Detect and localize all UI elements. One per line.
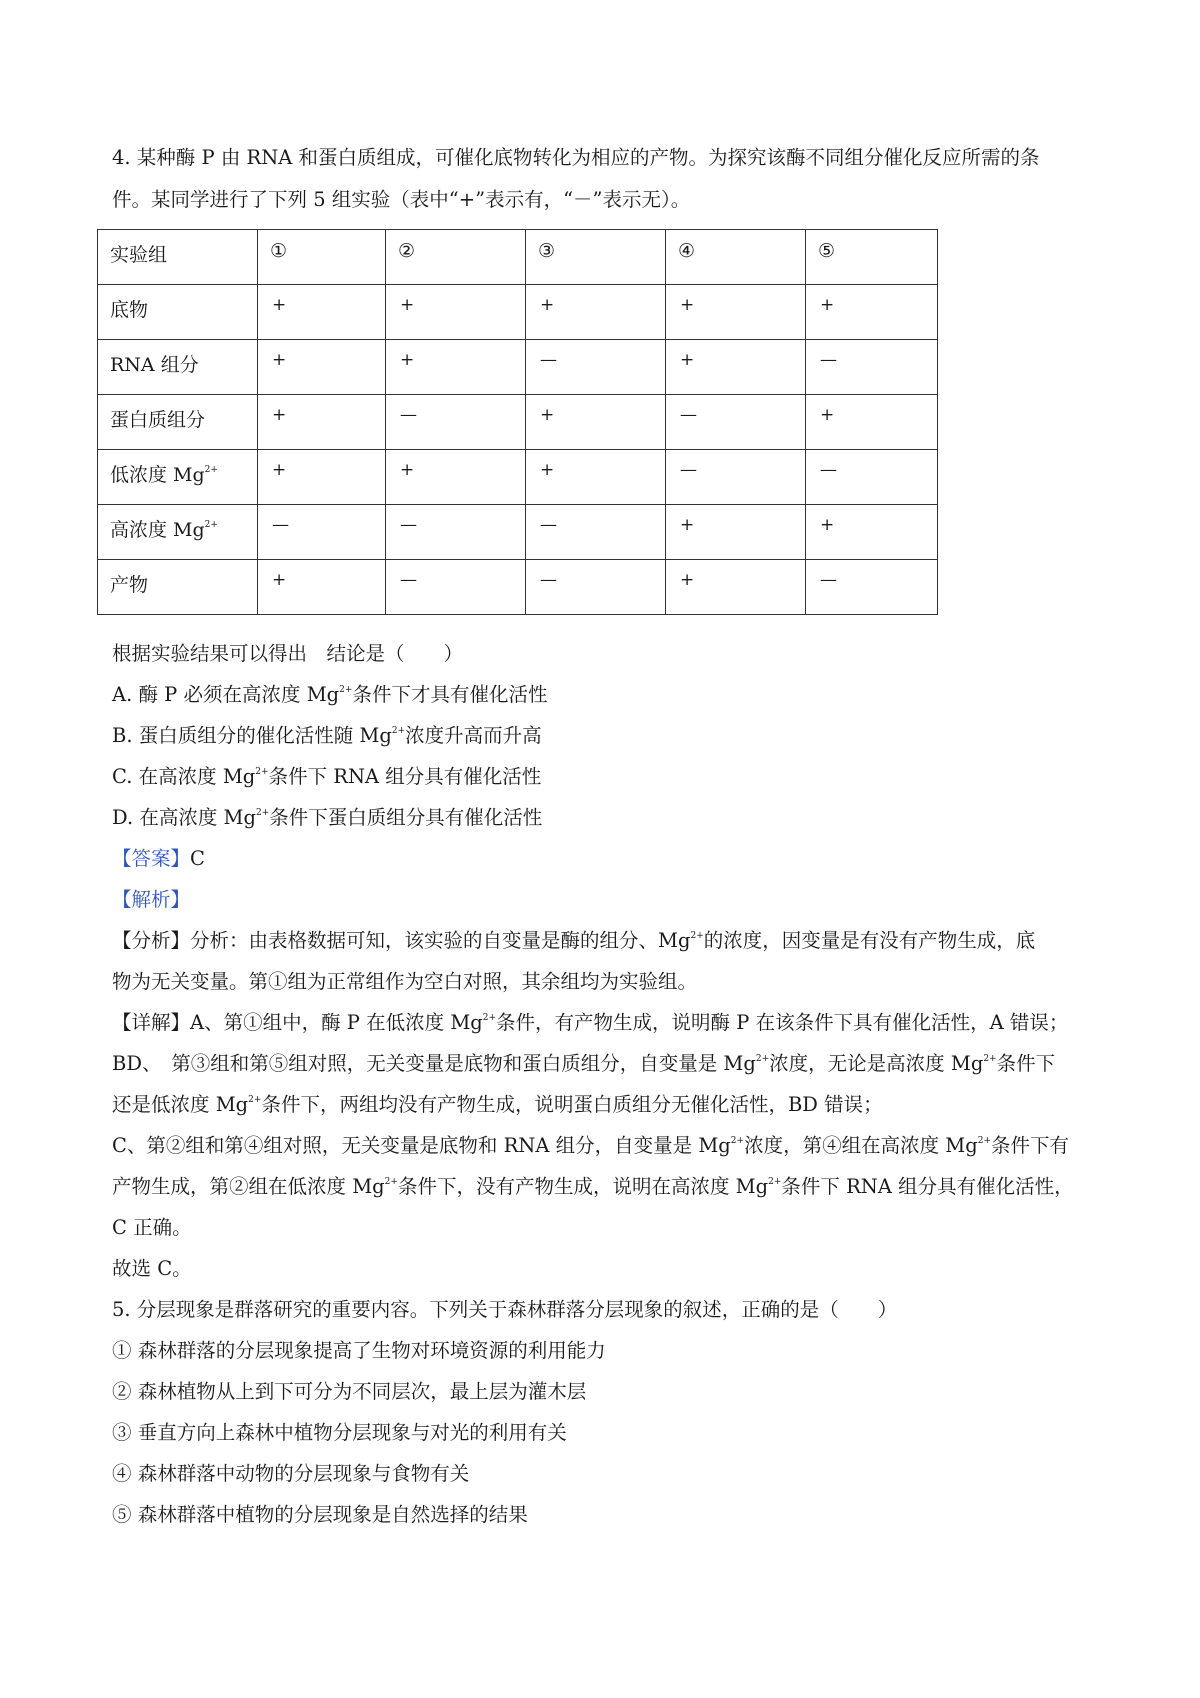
xiangjie-line4: C、第②组和第④组对照，无关变量是底物和 RNA 组分，自变量是 $Mg^{2+}$浓度，第④组在高浓度 $Mg^{2+}$条件下有: [112, 1134, 1070, 1157]
table-cell: +: [386, 450, 526, 505]
fenxi-line1: 【分析】分析：由表格数据可知，该实验的自变量是酶的组分、$Mg^{2+}$的浓度，因变量是有没有产物生成，底: [112, 929, 1036, 952]
row-label: 底物: [98, 285, 258, 340]
table-cell: —: [806, 450, 938, 505]
table-cell: +: [666, 505, 806, 560]
table-cell: —: [526, 560, 666, 615]
table-cell: —: [526, 505, 666, 560]
q4-question: 根据实验结果可以得出 结论是（ ）: [112, 642, 464, 665]
table-header-cell: ③: [526, 230, 666, 285]
row-label: 蛋白质组分: [98, 395, 258, 450]
table-cell: —: [526, 340, 666, 395]
table-cell: —: [806, 340, 938, 395]
option-a: A. 酶 P 必须在高浓度 $Mg^{2+}$条件下才具有催化活性: [112, 683, 548, 706]
table-cell: +: [258, 560, 386, 615]
answer-line: [112, 845, 1120, 873]
xiangjie-line2: BD、 第③组和第⑤组对照，无关变量是底物和蛋白质组分，自变量是 $Mg^{2+}$浓度，无论是高浓度 $Mg^{2+}$条件下: [112, 1052, 1056, 1075]
table-cell: +: [806, 395, 938, 450]
answer-value: C: [190, 847, 205, 870]
table-cell: —: [666, 395, 806, 450]
xiangjie-line1: 【详解】A、第①组中，酶 P 在低浓度 $Mg^{2+}$条件，有产物生成，说明酶 P 在该条件下具有催化活性，A 错误；: [112, 1011, 1069, 1034]
table-row: [98, 340, 938, 395]
q4-stem-line1: 4. 某种酶 P 由 RNA 和蛋白质组成，可催化底物转化为相应的产物。为探究该酶不同组分催化反应所需的条: [112, 146, 1040, 169]
q5-item: ② 森林植物从上到下可分为不同层次，最上层为灌木层: [112, 1380, 587, 1403]
table-cell: +: [666, 340, 806, 395]
table-header-row: [98, 230, 938, 285]
option-b: B. 蛋白质组分的催化活性随 $Mg^{2+}$浓度升高而升高: [112, 724, 542, 747]
option-c: C. 在高浓度 $Mg^{2+}$条件下 RNA 组分具有催化活性: [112, 765, 542, 788]
table-header-cell: ⑤: [806, 230, 938, 285]
table-row: [98, 560, 938, 615]
table-row: [98, 505, 938, 560]
table-cell: +: [666, 560, 806, 615]
table-cell: +: [258, 395, 386, 450]
q4-stem-line2: 件。某同学进行了下列 5 组实验（表中“+”表示有，“－”表示无）。: [112, 188, 691, 211]
table-cell: —: [386, 505, 526, 560]
option-d: D. 在高浓度 $Mg^{2+}$条件下蛋白质组分具有催化活性: [112, 806, 543, 829]
table-cell: +: [526, 285, 666, 340]
table-cell: +: [258, 285, 386, 340]
table-cell: +: [806, 285, 938, 340]
table-row: [98, 450, 938, 505]
table-header-cell: ④: [666, 230, 806, 285]
q5-stem: 5. 分层现象是群落研究的重要内容。下列关于森林群落分层现象的叙述，正确的是（ ）: [112, 1298, 898, 1321]
table-header-cell: ②: [386, 230, 526, 285]
guxuan-line: 故选 C。: [112, 1257, 192, 1280]
table-header-cell: 实验组: [98, 230, 258, 285]
row-label: RNA 组分: [98, 340, 258, 395]
table-cell: —: [386, 395, 526, 450]
xiangjie-line6: C 正确。: [112, 1216, 192, 1239]
row-label: 产物: [98, 560, 258, 615]
table-cell: +: [386, 285, 526, 340]
xiangjie-line5: 产物生成，第②组在低浓度 $Mg^{2+}$条件下，没有产物生成，说明在高浓度 $Mg^{2+}$条件下 RNA 组分具有催化活性，: [112, 1175, 1074, 1198]
table-cell: —: [806, 560, 938, 615]
table-header-cell: ①: [258, 230, 386, 285]
answer-tag: 【答案】: [112, 847, 191, 870]
q5-item: ④ 森林群落中动物的分层现象与食物有关: [112, 1462, 470, 1485]
table-row: [98, 395, 938, 450]
table-cell: +: [258, 340, 386, 395]
table-cell: +: [386, 340, 526, 395]
table-cell: +: [806, 505, 938, 560]
table-row: [98, 285, 938, 340]
table-cell: +: [526, 450, 666, 505]
q5-item: ③ 垂直方向上森林中植物分层现象与对光的利用有关: [112, 1421, 567, 1444]
row-label: 高浓度 $Mg^{2+}$: [98, 505, 258, 560]
experiment-table: [97, 229, 938, 615]
fenxi-line2: 物为无关变量。第①组为正常组作为空白对照，其余组均为实验组。: [112, 970, 698, 993]
row-label: 低浓度 $Mg^{2+}$: [98, 450, 258, 505]
table-cell: —: [386, 560, 526, 615]
xiangjie-line3: 还是低浓度 $Mg^{2+}$条件下，两组均没有产物生成，说明蛋白质组分无催化活性，BD 错误；: [112, 1093, 883, 1116]
q5-item: ⑤ 森林群落中植物的分层现象是自然选择的结果: [112, 1503, 528, 1526]
q5-item: ① 森林群落的分层现象提高了生物对环境资源的利用能力: [112, 1339, 606, 1362]
analysis-heading: 【解析】: [112, 888, 191, 911]
table-cell: +: [258, 450, 386, 505]
table-cell: +: [526, 395, 666, 450]
table-cell: —: [666, 450, 806, 505]
table-cell: +: [666, 285, 806, 340]
table-cell: —: [258, 505, 386, 560]
